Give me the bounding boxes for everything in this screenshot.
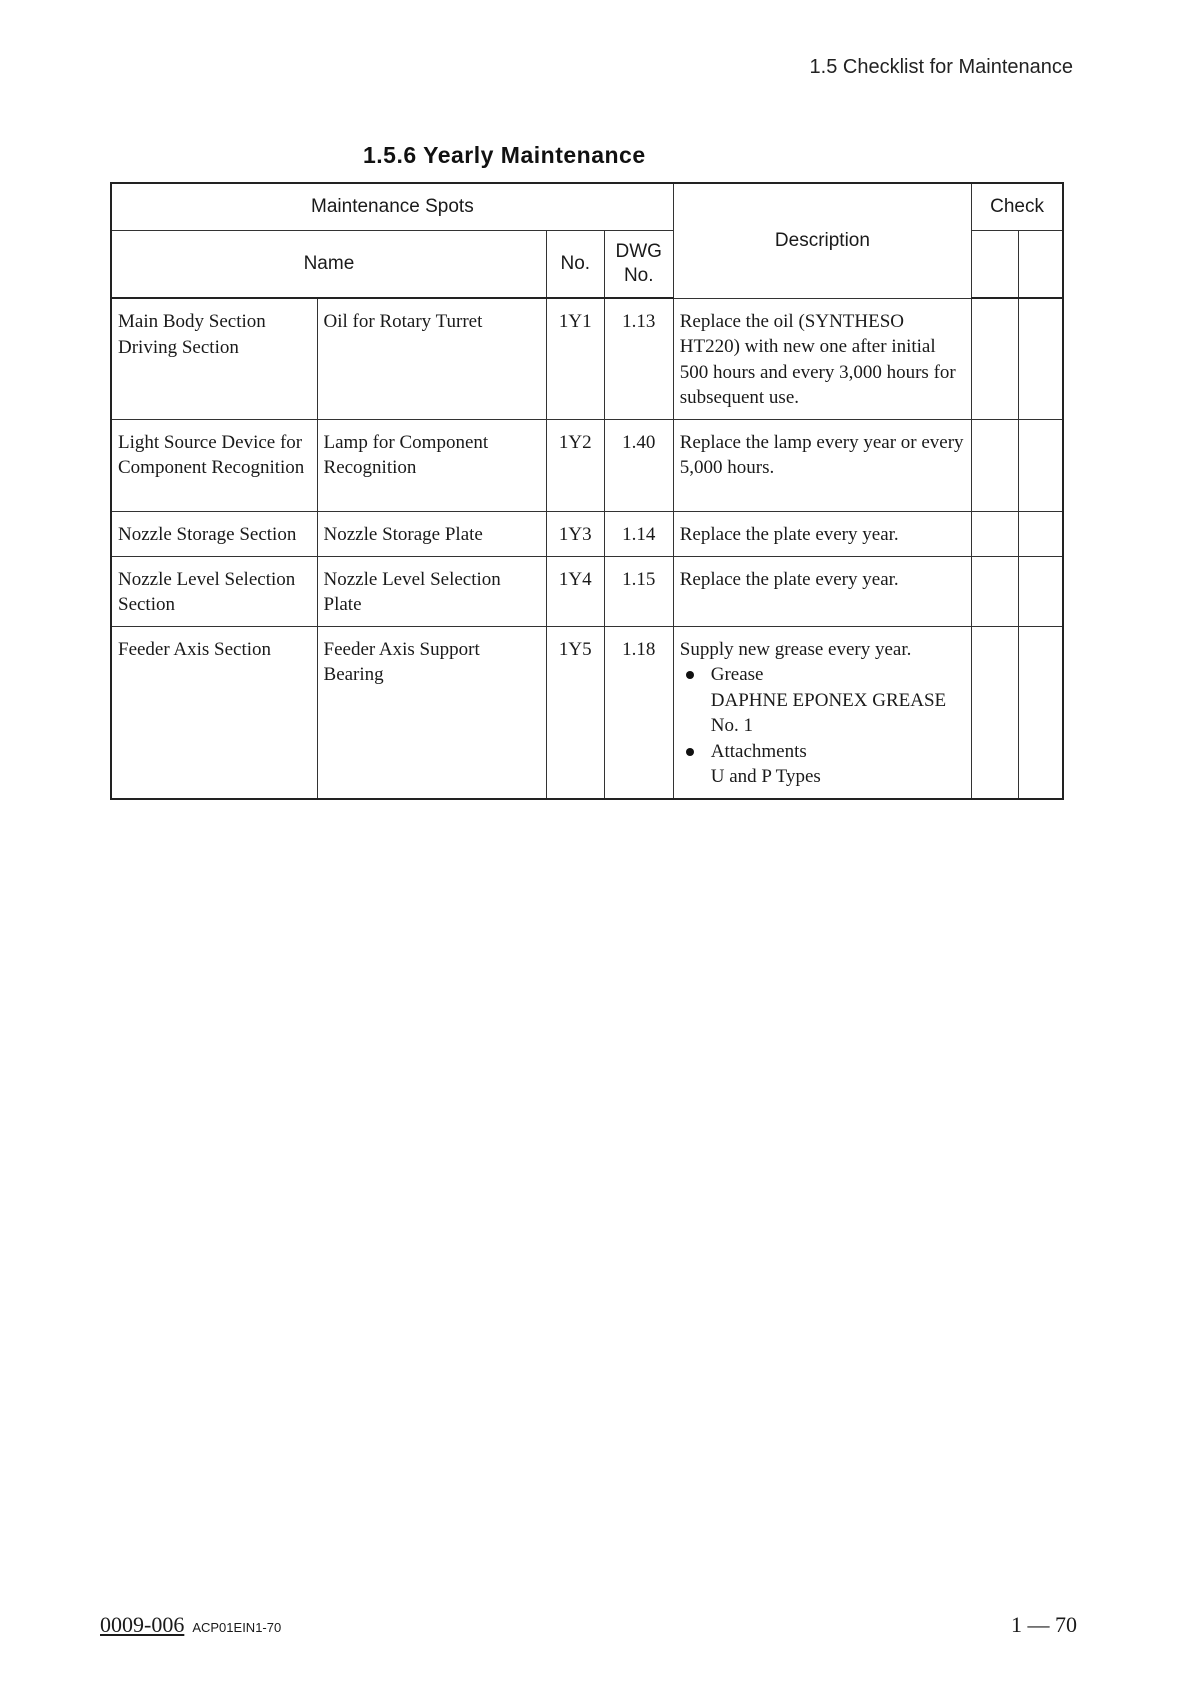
table-row	[111, 419, 1063, 511]
row-item: Nozzle Storage Plate	[317, 511, 546, 556]
row-description: Replace the plate every year.	[673, 511, 971, 556]
row-description-cell	[673, 626, 971, 799]
bullet-label: Attachments	[710, 740, 807, 762]
check-box[interactable]	[1018, 298, 1063, 419]
header-name: Name	[111, 231, 546, 299]
header-check-box-2	[1018, 231, 1063, 299]
table-row	[111, 626, 1063, 799]
check-box[interactable]	[972, 556, 1019, 626]
table-row	[111, 511, 1063, 556]
grease-bullet-list	[680, 662, 965, 790]
check-box[interactable]	[1018, 419, 1063, 511]
bullet-detail: DAPHNE EPONEX GREASE No. 1	[710, 689, 947, 736]
section-title: 1.5.6 Yearly Maintenance	[363, 142, 646, 168]
row-no: 1Y1	[546, 298, 604, 419]
header-maintenance-spots: Maintenance Spots	[111, 183, 673, 231]
check-box[interactable]	[972, 298, 1019, 419]
row-section: Nozzle Storage Section	[111, 511, 317, 556]
table-row	[111, 298, 1063, 419]
table-row	[111, 556, 1063, 626]
running-header: 1.5 Checklist for Maintenance	[809, 56, 1073, 78]
yearly-maintenance-table	[110, 182, 1064, 800]
check-box[interactable]	[1018, 626, 1063, 799]
header-check: Check	[972, 183, 1063, 231]
row-dwg: 1.40	[604, 419, 673, 511]
row-section: Main Body Section Driving Section	[111, 298, 317, 419]
row-item: Nozzle Level Selection Plate	[317, 556, 546, 626]
row-description: Supply new grease every year.	[679, 638, 912, 660]
row-dwg: 1.13	[604, 298, 673, 419]
footer-code: 0009-006	[100, 1612, 185, 1637]
header-description: Description	[673, 183, 971, 298]
row-description: Replace the plate every year.	[673, 556, 971, 626]
row-section: Feeder Axis Section	[111, 626, 317, 799]
table-header-row	[111, 183, 1063, 231]
bullet-detail: U and P Types	[710, 766, 821, 787]
row-no: 1Y2	[546, 419, 604, 511]
row-description: Replace the lamp every year or every 5,000 hours.	[673, 419, 971, 511]
check-box[interactable]	[972, 511, 1019, 556]
header-dwg-no: DWG No.	[604, 231, 673, 299]
bullet-icon	[686, 748, 694, 756]
check-box[interactable]	[1018, 556, 1063, 626]
row-dwg: 1.14	[604, 511, 673, 556]
row-section: Nozzle Level Selection Section	[111, 556, 317, 626]
bullet-label: Grease	[710, 664, 764, 685]
page-number: 1 — 70	[1011, 1612, 1077, 1637]
footer-doc-id: ACP01EIN1-70	[192, 1620, 282, 1635]
row-section: Light Source Device for Component Recognition	[111, 419, 317, 511]
bullet-item	[680, 662, 965, 739]
row-description: Replace the oil (SYNTHESO HT220) with new one after initial 500 hours and every 3,000 hours for subsequent use.	[673, 298, 971, 419]
row-item: Lamp for Component Recognition	[317, 419, 546, 511]
check-box[interactable]	[972, 626, 1019, 799]
header-no: No.	[546, 231, 604, 299]
bullet-item	[680, 739, 965, 790]
footer-document-code	[100, 1612, 281, 1638]
bullet-icon	[686, 671, 694, 679]
row-dwg: 1.15	[604, 556, 673, 626]
row-no: 1Y4	[546, 556, 604, 626]
row-no: 1Y3	[546, 511, 604, 556]
check-box[interactable]	[1018, 511, 1063, 556]
header-check-box-1	[972, 231, 1019, 299]
row-dwg: 1.18	[604, 626, 673, 799]
row-item: Oil for Rotary Turret	[317, 298, 546, 419]
row-item: Feeder Axis Support Bearing	[317, 626, 546, 799]
row-no: 1Y5	[546, 626, 604, 799]
check-box[interactable]	[972, 419, 1019, 511]
